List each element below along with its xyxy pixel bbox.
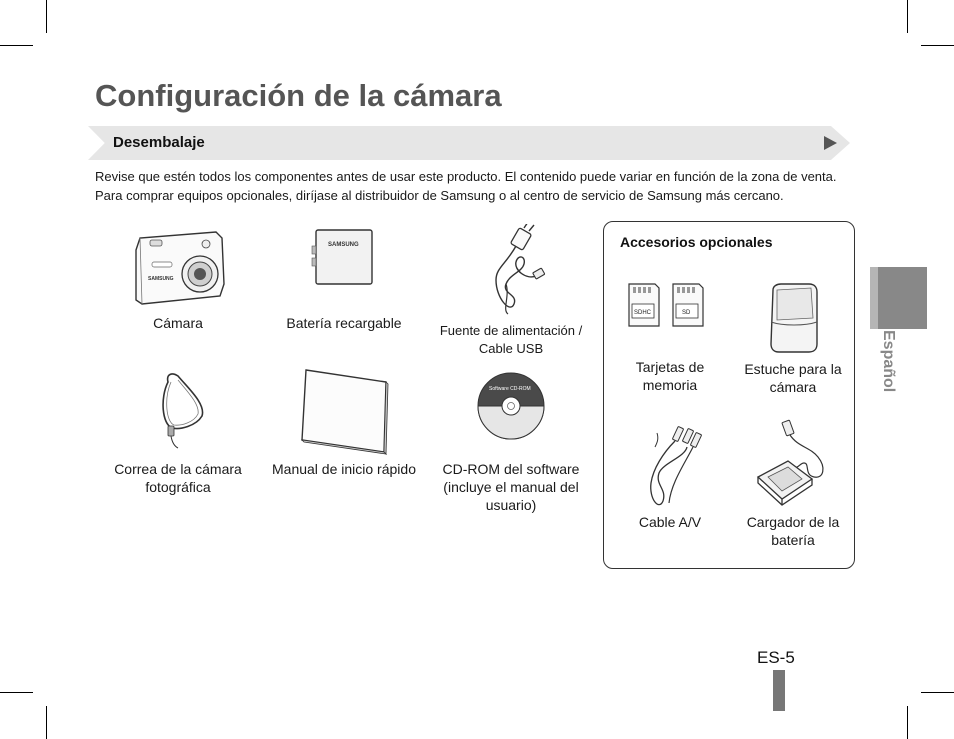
- item-strap: [98, 368, 258, 496]
- camera-brand-text: SAMSUNG: [148, 276, 174, 282]
- crop-mark: [46, 706, 47, 739]
- crop-mark: [0, 692, 33, 693]
- item-battery: [264, 224, 424, 332]
- page-number-bar: [773, 670, 785, 711]
- crop-mark: [921, 692, 954, 693]
- page-title: Configuración de la cámara: [95, 78, 502, 113]
- crop-mark: [46, 0, 47, 33]
- item-av-cable-label: Cable A/V: [638, 514, 702, 530]
- crop-mark: [907, 706, 908, 739]
- language-label-text: Español: [880, 330, 897, 393]
- cd-rom-icon: [471, 368, 551, 456]
- camera-icon: [128, 224, 228, 310]
- item-camera-case-label: Estuche para la cámara: [744, 361, 842, 395]
- item-strap-label: Correa de la cámara fotográfica: [114, 461, 242, 495]
- item-cd-rom-label: CD-ROM del software (incluye el manual del usuario): [442, 461, 580, 513]
- language-tab-edge: [870, 267, 878, 329]
- item-manual: [264, 368, 424, 478]
- manual-icon: [294, 368, 394, 456]
- camera-case-icon: [763, 282, 823, 354]
- av-cable-icon: [635, 423, 705, 513]
- item-battery-label: Batería recargable: [286, 315, 402, 331]
- cd-label-text: Software CD-ROM: [489, 386, 531, 392]
- battery-brand-text: SAMSUNG: [328, 242, 359, 248]
- crop-mark: [0, 45, 33, 46]
- optional-accessories-title: Accesorios opcionales: [620, 234, 773, 250]
- memory-card-icon: [625, 282, 715, 328]
- item-power-cable: [431, 224, 591, 358]
- battery-icon: [304, 224, 384, 310]
- item-camera-label: Cámara: [153, 315, 203, 331]
- item-camera: [98, 224, 258, 332]
- item-camera-case: [734, 282, 852, 396]
- strap-icon: [138, 368, 218, 456]
- item-av-cable: [617, 423, 723, 531]
- sd-text: SD: [682, 310, 691, 316]
- sdhc-text: SDHC: [634, 310, 652, 316]
- item-battery-charger: [734, 419, 852, 549]
- page-number: ES-5: [757, 648, 795, 667]
- item-power-cable-label: Fuente de alimentación / Cable USB: [439, 323, 583, 356]
- power-cable-icon: [466, 224, 556, 318]
- crop-mark: [907, 0, 908, 33]
- section-title: Desembalaje: [113, 134, 205, 151]
- crop-mark: [921, 45, 954, 46]
- battery-charger-icon: [748, 419, 838, 513]
- item-memory-cards-label: Tarjetas de memoria: [635, 359, 705, 393]
- item-memory-cards: [617, 282, 723, 394]
- play-triangle-icon: [822, 135, 838, 151]
- language-tab: [870, 267, 927, 329]
- language-label: [877, 330, 897, 400]
- item-manual-label: Manual de inicio rápido: [272, 461, 416, 477]
- intro-paragraph: Revise que estén todos los componentes antes de usar este producto. El contenido puede variar en función de la zona de venta. Para comprar equipos opcionales, diríjase al distribuidor de Samsung o al centro de servicio de Samsung más cercano.: [95, 169, 837, 203]
- item-cd-rom: [431, 368, 591, 514]
- item-battery-charger-label: Cargador de la batería: [746, 514, 840, 548]
